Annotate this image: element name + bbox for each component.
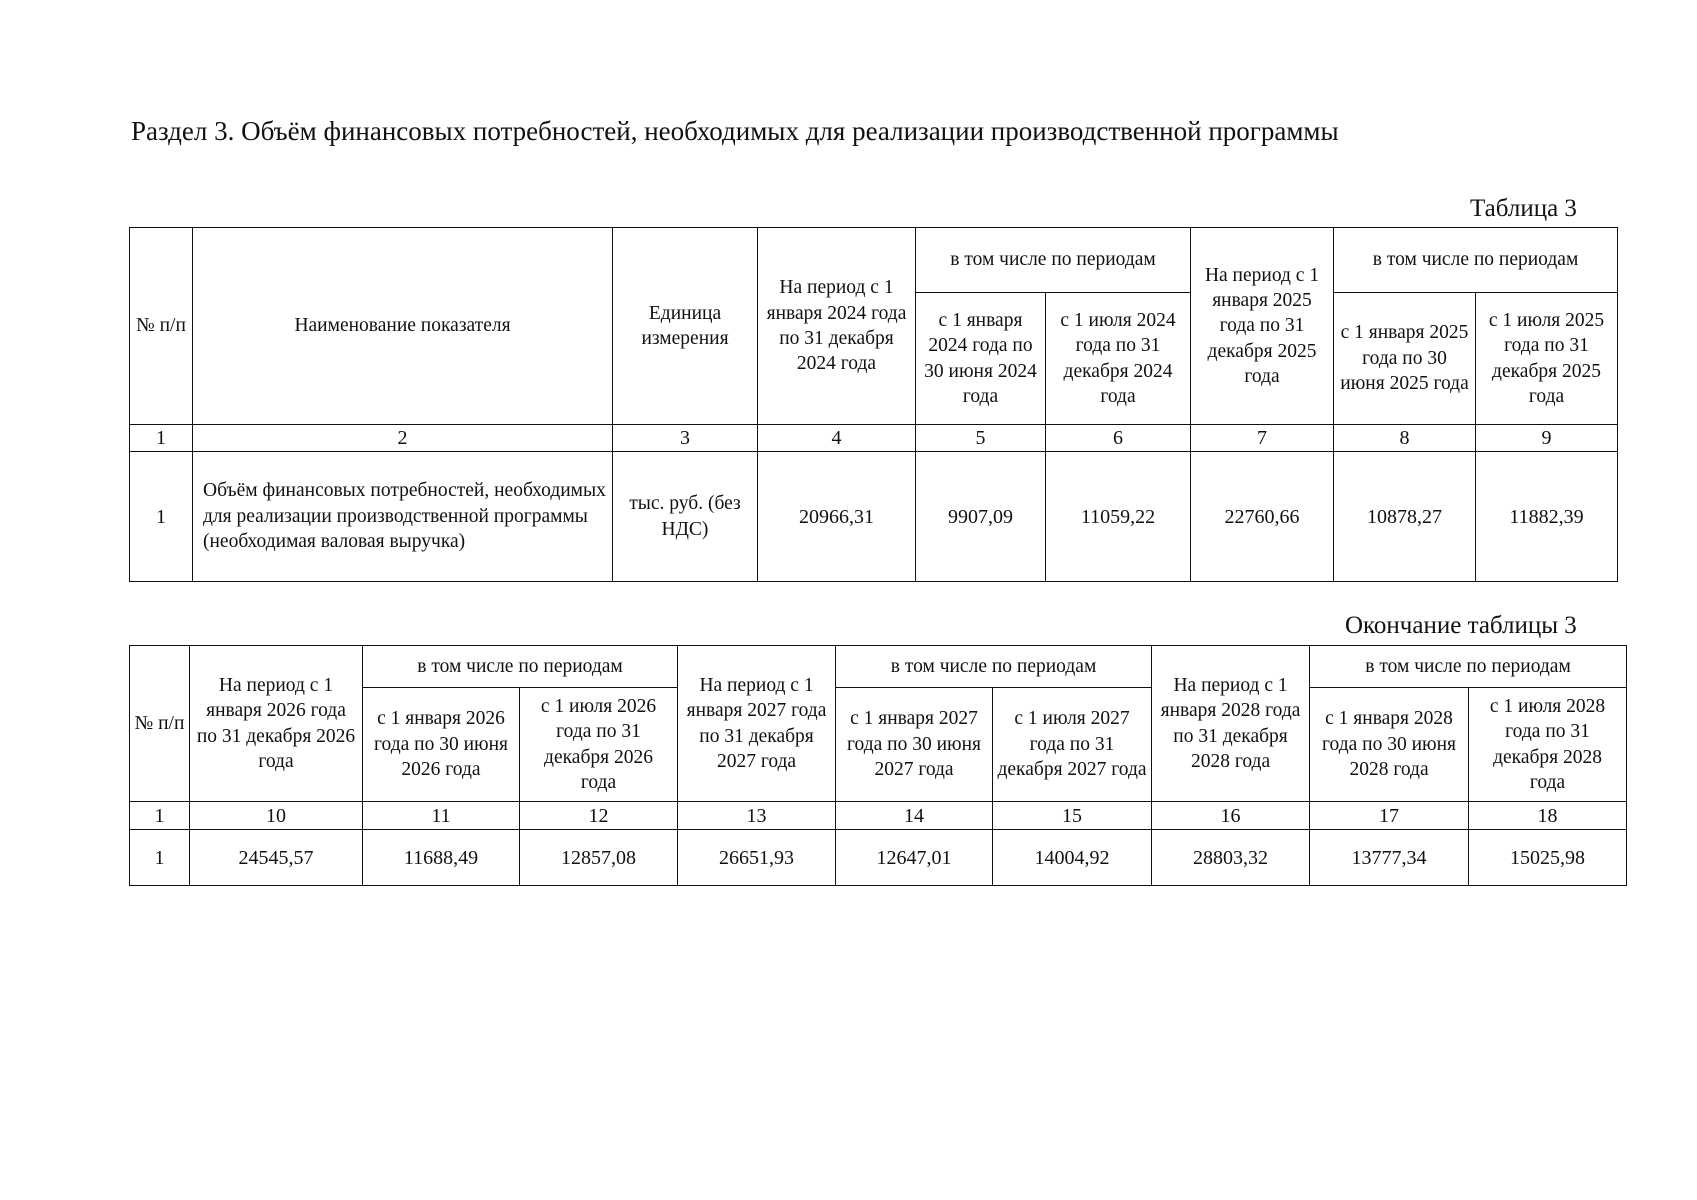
col-number: 11: [363, 802, 520, 830]
row-num: 1: [130, 452, 193, 582]
header-num: № п/п: [130, 228, 193, 425]
col-number: 2: [193, 425, 613, 452]
col-number: 1: [130, 802, 190, 830]
header-h2-2025: с 1 июля 2025 года по 31 декабря 2025 года: [1476, 293, 1618, 425]
col-number: 1: [130, 425, 193, 452]
col-number: 3: [613, 425, 758, 452]
header-h2-2028: с 1 июля 2028 года по 31 декабря 2028 года: [1469, 688, 1627, 802]
table-3-continued: [129, 645, 1627, 886]
col-number: 18: [1469, 802, 1627, 830]
value-cell: 11882,39: [1476, 452, 1618, 582]
col-number: 17: [1310, 802, 1469, 830]
table2-caption: Окончание таблицы 3: [1345, 612, 1577, 639]
col-number: 15: [993, 802, 1152, 830]
header-group-2024: в том числе по периодам: [916, 228, 1191, 293]
header-h1-2025: с 1 января 2025 года по 30 июня 2025 года: [1334, 293, 1476, 425]
header-h2-2024: с 1 июля 2024 года по 31 декабря 2024 года: [1046, 293, 1191, 425]
header-unit: Единица измерения: [613, 228, 758, 425]
row-name: Объём финансовых потребностей, необходимых для реализации производственной программы (необходимая валовая выручка): [193, 452, 613, 582]
value-cell: 14004,92: [993, 830, 1152, 886]
header-h2-2026: с 1 июля 2026 года по 31 декабря 2026 года: [520, 688, 678, 802]
header-h1-2026: с 1 января 2026 года по 30 июня 2026 года: [363, 688, 520, 802]
header-h1-2028: с 1 января 2028 года по 30 июня 2028 года: [1310, 688, 1469, 802]
header-group-2028: в том числе по периодам: [1310, 646, 1627, 688]
value-cell: 26651,93: [678, 830, 836, 886]
header-h1-2027: с 1 января 2027 года по 30 июня 2027 года: [836, 688, 993, 802]
table-row: [130, 452, 1618, 582]
header-group-2027: в том числе по периодам: [836, 646, 1152, 688]
header-name: Наименование показателя: [193, 228, 613, 425]
value-cell: 20966,31: [758, 452, 916, 582]
header-period-2028: На период с 1 января 2028 года по 31 декабря 2028 года: [1152, 646, 1310, 802]
table-row: [130, 830, 1627, 886]
header-group-2026: в том числе по периодам: [363, 646, 678, 688]
col-number: 7: [1191, 425, 1334, 452]
col-number: 4: [758, 425, 916, 452]
col-number: 6: [1046, 425, 1191, 452]
header-group-2025: в том числе по периодам: [1334, 228, 1618, 293]
value-cell: 13777,34: [1310, 830, 1469, 886]
header-period-2024: На период с 1 января 2024 года по 31 декабря 2024 года: [758, 228, 916, 425]
value-cell: 10878,27: [1334, 452, 1476, 582]
col-number: 12: [520, 802, 678, 830]
row-unit: тыс. руб. (без НДС): [613, 452, 758, 582]
column-numbers-row: [130, 425, 1618, 452]
table-3: [129, 227, 1618, 582]
header-h2-2027: с 1 июля 2027 года по 31 декабря 2027 года: [993, 688, 1152, 802]
col-number: 9: [1476, 425, 1618, 452]
value-cell: 9907,09: [916, 452, 1046, 582]
value-cell: 11688,49: [363, 830, 520, 886]
header-period-2026: На период с 1 января 2026 года по 31 декабря 2026 года: [190, 646, 363, 802]
value-cell: 28803,32: [1152, 830, 1310, 886]
table1-caption: Таблица 3: [1470, 195, 1577, 222]
col-number: 14: [836, 802, 993, 830]
col-number: 8: [1334, 425, 1476, 452]
col-number: 5: [916, 425, 1046, 452]
header-h1-2024: с 1 января 2024 года по 30 июня 2024 года: [916, 293, 1046, 425]
header-num: № п/п: [130, 646, 190, 802]
row-num: 1: [130, 830, 190, 886]
col-number: 13: [678, 802, 836, 830]
column-numbers-row: [130, 802, 1627, 830]
col-number: 10: [190, 802, 363, 830]
header-period-2025: На период с 1 января 2025 года по 31 декабря 2025 года: [1191, 228, 1334, 425]
header-period-2027: На период с 1 января 2027 года по 31 декабря 2027 года: [678, 646, 836, 802]
value-cell: 22760,66: [1191, 452, 1334, 582]
value-cell: 24545,57: [190, 830, 363, 886]
value-cell: 11059,22: [1046, 452, 1191, 582]
value-cell: 15025,98: [1469, 830, 1627, 886]
section-title: Раздел 3. Объём финансовых потребностей, необходимых для реализации производственной программы: [131, 116, 1339, 146]
value-cell: 12647,01: [836, 830, 993, 886]
col-number: 16: [1152, 802, 1310, 830]
value-cell: 12857,08: [520, 830, 678, 886]
